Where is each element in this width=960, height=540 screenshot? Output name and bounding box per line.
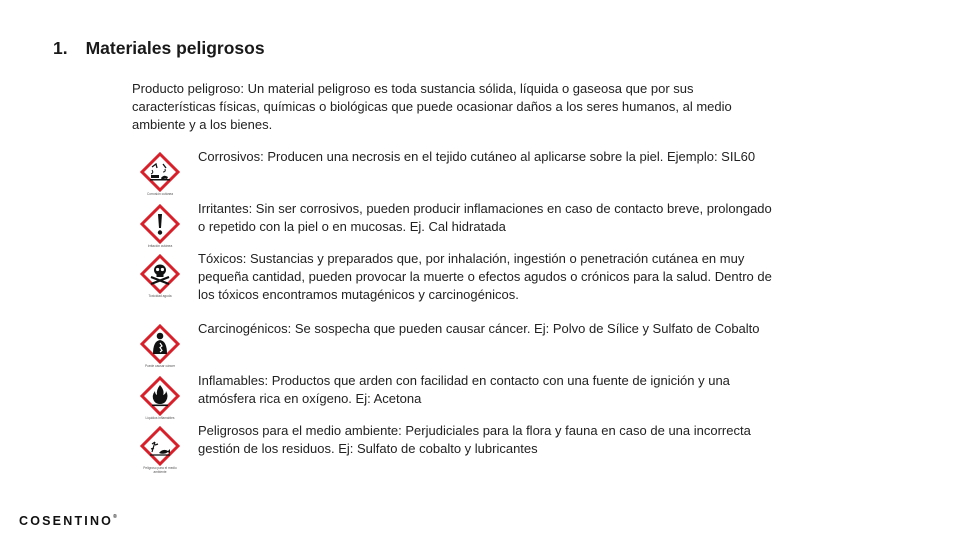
hazard-item-toxic — [132, 250, 772, 300]
pictogram-toxic — [138, 254, 182, 300]
hazard-description: Corrosivos: Producen una necrosis en el tejido cutáneo al aplicarse sobre la piel. Ejemplo: SIL60 — [198, 149, 756, 164]
section-number: 1. — [53, 38, 68, 58]
pictogram-caption: Irritación cutánea — [147, 244, 173, 248]
hazard-item-carcinogenic — [132, 320, 772, 370]
hazard-item-irritant — [132, 200, 772, 250]
logo-registered-mark: ® — [113, 514, 117, 520]
skull-crossbones-icon — [140, 254, 180, 294]
logo-text: COSENTINO — [19, 514, 114, 528]
hazard-description: Inflamables: Productos que arden con facilidad en contacto con una fuente de ignición y una atmósfera rica en oxígeno. Ej: Acetona — [198, 373, 730, 406]
hazard-description: Tóxicos: Sustancias y preparados que, por inhalación, ingestión o penetración cutánea en muy pequeña cantidad, pueden provocar la muerte o efectos agudos o crónicos para la salud. Dentro de los tóxicos encontramos mutagénicos y carcinogénicos. — [198, 251, 772, 302]
exclamation-mark-icon — [140, 204, 180, 244]
pictogram-caption: Puede causar cáncer — [144, 364, 176, 368]
pictogram-caption: Toxicidad aguda — [148, 294, 172, 298]
section-heading — [53, 38, 265, 59]
health-hazard-icon — [140, 324, 180, 364]
environment-icon — [140, 426, 180, 466]
flame-icon — [140, 376, 180, 416]
hazard-description: Carcinogénicos: Se sospecha que pueden causar cáncer. Ej: Polvo de Sílice y Sulfato de Cobalto — [198, 321, 760, 336]
cosentino-logo — [19, 514, 117, 528]
pictogram-irritant — [138, 204, 182, 250]
section-title: Materiales peligrosos — [85, 38, 265, 58]
hazard-item-corrosive — [132, 148, 772, 198]
hazard-description: Peligrosos para el medio ambiente: Perjudiciales para la flora y fauna en caso de una incorrecta gestión de los residuos. Ej: Sulfato de cobalto y lubricantes — [198, 423, 751, 456]
pictogram-caption: Peligroso para el medio ambiente — [143, 466, 177, 474]
intro-paragraph: Producto peligroso: Un material peligroso es toda sustancia sólida, líquida o gaseosa que por sus características físicas, químicas o biológicas que puede ocasionar daños a los seres humanos, al medio ambiente y a los bienes. — [132, 81, 732, 132]
pictogram-flammable — [138, 376, 182, 422]
pictogram-corrosive — [138, 152, 182, 198]
pictogram-caption: Líquidos inflamables — [145, 416, 175, 420]
hazard-item-environment — [132, 422, 772, 472]
pictogram-environment — [138, 426, 182, 472]
corrosive-icon — [140, 152, 180, 192]
pictogram-caption: Corrosión cutánea — [146, 192, 174, 196]
hazard-description: Irritantes: Sin ser corrosivos, pueden producir inflamaciones en caso de contacto breve, prolongado o repetido con la piel o en mucosas. Ej. Cal hidratada — [198, 201, 772, 234]
hazard-item-flammable — [132, 372, 772, 422]
pictogram-carcinogenic — [138, 324, 182, 370]
